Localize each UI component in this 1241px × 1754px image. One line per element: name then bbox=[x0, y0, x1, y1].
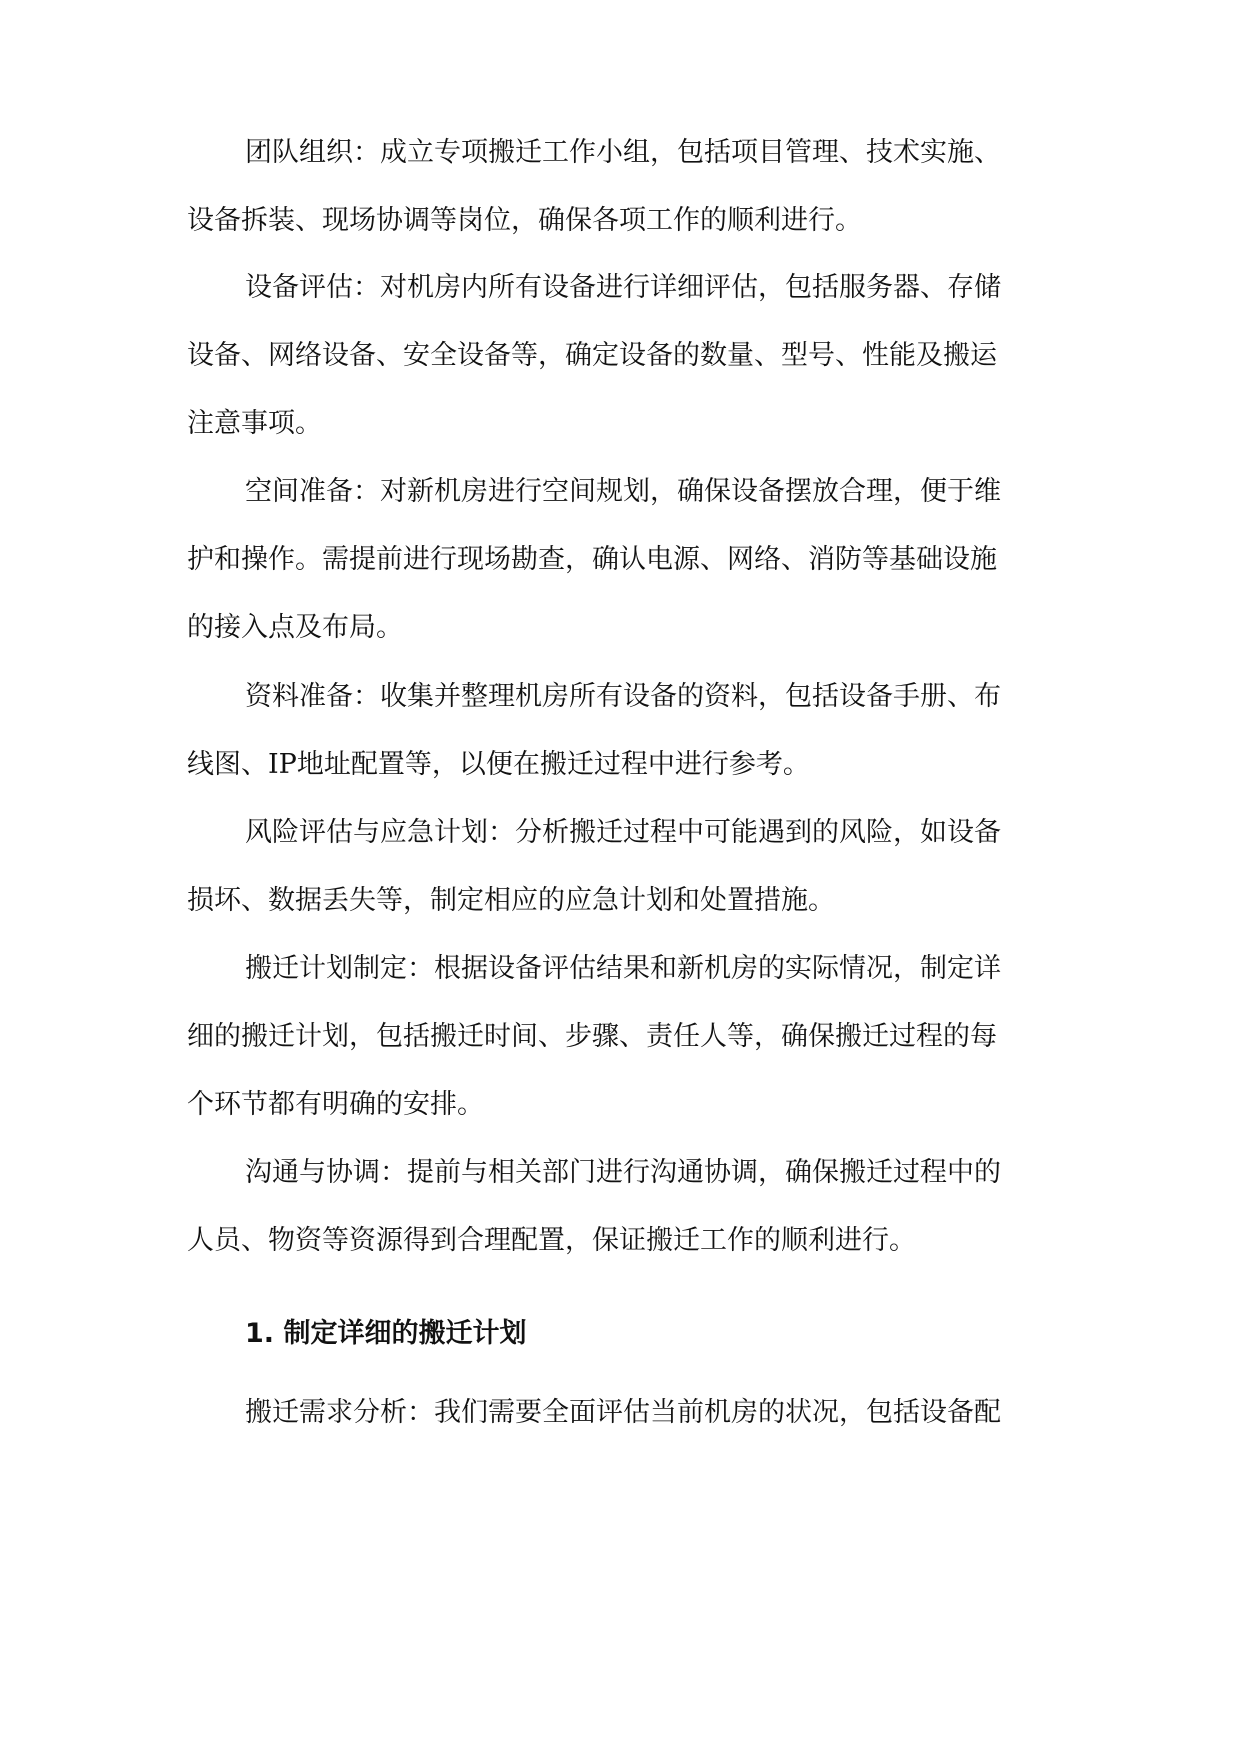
paragraph-line: 线图、IP地址配置等，以便在搬迁过程中进行参考。 bbox=[187, 749, 810, 780]
paragraph-line: 风险评估与应急计划：分析搬迁过程中可能遇到的风险，如设备 bbox=[245, 817, 1001, 848]
paragraph-line: 护和操作。需提前进行现场勘查，确认电源、网络、消防等基础设施 bbox=[187, 544, 997, 575]
paragraph-line: 人员、物资等资源得到合理配置，保证搬迁工作的顺利进行。 bbox=[187, 1225, 916, 1256]
paragraph-line: 细的搬迁计划，包括搬迁时间、步骤、责任人等，确保搬迁过程的每 bbox=[187, 1021, 997, 1052]
paragraph-line: 设备、网络设备、安全设备等，确定设备的数量、型号、性能及搬运 bbox=[187, 340, 997, 371]
paragraph-line: 资料准备：收集并整理机房所有设备的资料，包括设备手册、布 bbox=[245, 681, 1001, 712]
paragraph-line: 搬迁需求分析：我们需要全面评估当前机房的状况，包括设备配 bbox=[245, 1397, 1001, 1428]
paragraph-line: 设备评估：对机房内所有设备进行详细评估，包括服务器、存储 bbox=[245, 272, 1001, 303]
paragraph-line: 沟通与协调：提前与相关部门进行沟通协调，确保搬迁过程中的 bbox=[245, 1157, 1001, 1188]
paragraph-line: 注意事项。 bbox=[187, 408, 322, 439]
paragraph-line: 个环节都有明确的安排。 bbox=[187, 1089, 484, 1120]
paragraph-line: 空间准备：对新机房进行空间规划，确保设备摆放合理，便于维 bbox=[245, 476, 1001, 507]
paragraph-line: 设备拆装、现场协调等岗位，确保各项工作的顺利进行。 bbox=[187, 205, 862, 236]
section-heading: 1. 制定详细的搬迁计划 bbox=[245, 1318, 527, 1349]
paragraph-line: 的接入点及布局。 bbox=[187, 612, 403, 643]
paragraph-line: 搬迁计划制定：根据设备评估结果和新机房的实际情况，制定详 bbox=[245, 953, 1001, 984]
paragraph-line: 团队组织：成立专项搬迁工作小组，包括项目管理、技术实施、 bbox=[245, 137, 1001, 168]
paragraph-line: 损坏、数据丢失等，制定相应的应急计划和处置措施。 bbox=[187, 885, 835, 916]
